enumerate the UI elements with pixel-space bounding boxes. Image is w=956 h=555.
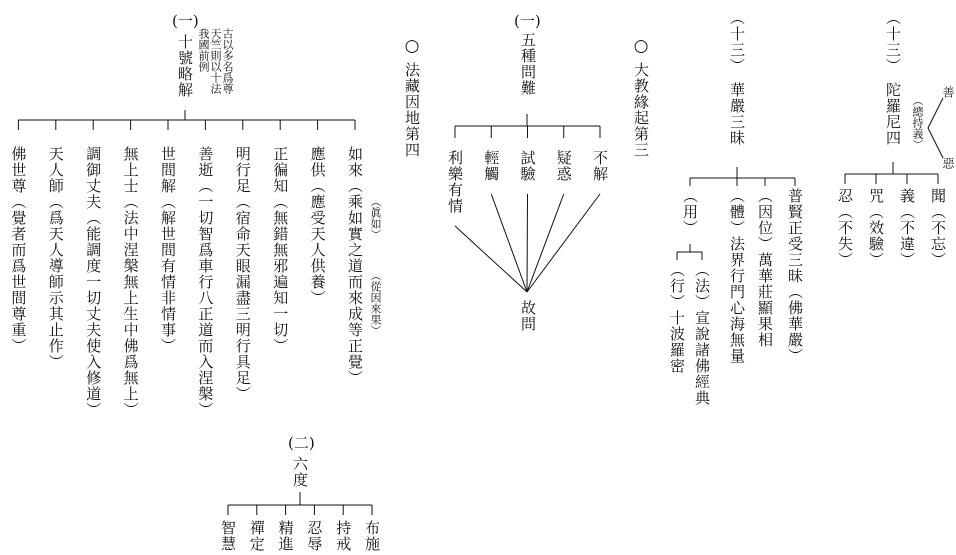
d4-item: 疑惑: [554, 150, 573, 182]
d1-note-3: 我國前例: [197, 28, 210, 72]
d6-title: 華嚴三昧: [728, 82, 746, 146]
d1-item-label: 世間解: [159, 146, 177, 194]
d1-item-desc: （爲天人導師示其止作）: [46, 194, 65, 370]
d1-note-1: 古以多名爲尊: [221, 28, 234, 94]
d3-circle: ○: [402, 36, 422, 57]
d7-item: 咒（效驗）: [867, 188, 885, 268]
d1-item-note-b: （從因來果）: [369, 270, 382, 336]
d4-bottom: 故問: [519, 300, 537, 332]
d1-item-note-a: （眞如）: [369, 196, 382, 240]
d1-item-label: 無上士: [121, 146, 140, 194]
d6-sub-item: （法）宣說諸佛經典: [693, 262, 711, 406]
d1-item-desc: （一切智爲車行八正道而入涅槃）: [196, 178, 215, 418]
d4-item: 利樂有情: [446, 150, 464, 214]
d1-item-label: 應供: [308, 146, 327, 178]
d1-item-label: 善逝: [196, 146, 215, 178]
d7-number: （十三）: [884, 10, 902, 74]
d4-item: 輕觸: [482, 150, 501, 182]
d1-number: (一): [172, 12, 199, 30]
d6-sub-item: （行）十波羅密: [668, 262, 686, 374]
d1-item-label: 調御丈夫: [84, 146, 103, 210]
d4-number: (一): [514, 12, 541, 30]
d4-title: 五種問難: [519, 32, 537, 96]
d2-item: 布施: [363, 520, 381, 552]
d1-item-desc: （應受天人供養）: [308, 178, 327, 306]
d2-item: 精進: [276, 520, 295, 552]
d6-item: （體）法界行門心海無量: [728, 188, 746, 364]
d1-item-desc: （法中涅槃無上生中佛爲無上）: [121, 194, 140, 418]
d4-item: 不解: [591, 150, 609, 182]
d1-item-desc: （覺者而爲世間尊重）: [9, 194, 28, 354]
d3-title: 法藏因地第四: [403, 62, 421, 158]
d1-item-desc: （宿命天眼漏盡三明行具足）: [233, 194, 252, 402]
d7-item: 義（不違）: [898, 188, 916, 268]
d7-note: （總持義）: [911, 95, 924, 150]
d2-item: 持戒: [334, 520, 353, 552]
d1-title: 十號略解: [176, 34, 194, 98]
d5-circle: ○: [631, 36, 651, 57]
d2-number: (二): [288, 434, 315, 452]
d7-evil: 惡: [941, 157, 955, 170]
d5-title: 大教緣起第三: [632, 62, 650, 158]
d6-item: 普賢正受三昧（佛華嚴）: [786, 188, 804, 364]
d6-item: （因位）萬華莊顯果相: [756, 188, 774, 348]
d2-item: 智慧: [219, 520, 237, 552]
d7-item: 忍（不失）: [836, 188, 854, 268]
d1-item-label: 正徧知: [271, 146, 290, 194]
d4-item: 試驗: [518, 150, 537, 182]
d1-item-label: 天人師: [46, 146, 65, 194]
d6-number: （十三）: [728, 10, 746, 74]
d6-item: （用）: [681, 188, 699, 236]
d1-item-desc: （能調度一切丈夫使入修道）: [84, 210, 103, 418]
d2-item: 忍辱: [305, 520, 324, 552]
d1-item-desc: （解世間有情非情事）: [159, 194, 177, 354]
d2-item: 禪定: [247, 520, 266, 552]
d1-item-label: 佛世尊: [9, 146, 28, 194]
d7-item: 聞（不忘）: [929, 188, 947, 268]
d7-title: 陀羅尼四: [884, 82, 902, 146]
d1-item-desc: （乘如實之道而來成等正覺）: [346, 178, 364, 386]
d1-note-2: 天竺則以十法: [209, 28, 222, 94]
d1-item-label: 明行足: [233, 146, 252, 194]
d1-item-desc: （無錯無邪遍知一切）: [271, 194, 290, 354]
d2-title: 六度: [291, 456, 309, 488]
d1-item-label: 如來: [346, 146, 364, 178]
d7-good: 善: [941, 86, 955, 99]
